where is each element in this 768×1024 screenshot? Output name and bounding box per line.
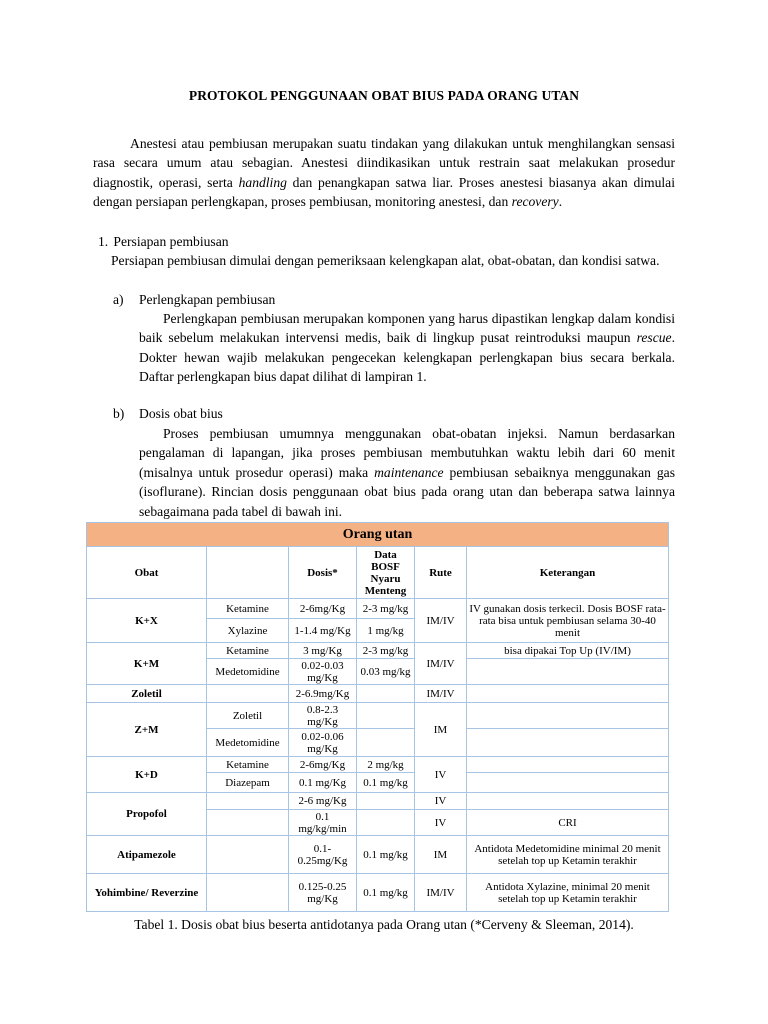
cell-dosis: 2-6mg/Kg bbox=[289, 599, 357, 619]
col-header-dosis: Dosis* bbox=[289, 547, 357, 599]
subsection-a-heading bbox=[113, 290, 275, 309]
subsection-a-title: Perlengkapan pembiusan bbox=[139, 292, 276, 307]
cell-rute: IM/IV bbox=[415, 643, 467, 685]
cell-keterangan: bisa dipakai Top Up (IV/IM) bbox=[467, 643, 669, 659]
table-row bbox=[87, 793, 669, 810]
cell-rute: IV bbox=[415, 757, 467, 793]
cell-rute: IM/IV bbox=[415, 599, 467, 643]
intro-italic-2: recovery bbox=[511, 194, 559, 210]
cell-dosis: 0.1-0.25mg/Kg bbox=[289, 836, 357, 874]
table-group-header-row bbox=[87, 523, 669, 547]
table-row bbox=[87, 599, 669, 619]
col-header-obat: Obat bbox=[87, 547, 207, 599]
subsection-b-title: Dosis obat bius bbox=[139, 406, 223, 421]
section-1-paragraph: Persiapan pembiusan dimulai dengan pemeriksaan kelengkapan alat, obat-obatan, dan kondisi satwa. bbox=[111, 253, 660, 268]
section-1-title: Persiapan pembiusan bbox=[113, 234, 229, 249]
subsection-a-italic: rescue bbox=[636, 330, 672, 346]
cell-keterangan bbox=[467, 685, 669, 703]
cell-bosf: 1 mg/kg bbox=[357, 619, 415, 643]
table-row bbox=[87, 685, 669, 703]
dose-table bbox=[86, 522, 669, 912]
subsection-b-italic: maintenance bbox=[374, 464, 444, 480]
cell-drug: Ketamine bbox=[207, 757, 289, 773]
intro-text-2: dan penangkapan satwa liar. Proses anestesi biasanya akan dimulai dengan persiapan perlengkapan, proses pembiusan, monitoring anestesi, dan bbox=[93, 174, 675, 210]
subsection-a-text-2: . Dokter hewan wajib melakukan pengecekan kelengkapan perlengkapan bius secara berkala. Daftar perlengkapan bius dapat dilihat di lampiran 1. bbox=[139, 330, 675, 385]
cell-obat: K+X bbox=[87, 599, 207, 643]
col-header-keterangan: Keterangan bbox=[467, 547, 669, 599]
cell-keterangan bbox=[467, 793, 669, 810]
cell-drug: Diazepam bbox=[207, 773, 289, 793]
cell-bosf: 0.1 mg/kg bbox=[357, 836, 415, 874]
subsection-a-paragraph bbox=[139, 309, 675, 387]
cell-drug bbox=[207, 810, 289, 836]
cell-bosf bbox=[357, 793, 415, 810]
cell-keterangan bbox=[467, 773, 669, 793]
subsection-a-text-1: Perlengkapan pembiusan merupakan komponen yang harus dipastikan lengkap dalam kondisi baik sebelum melakukan intervensi medis, baik di lingkup pusat reintroduksi maupun bbox=[139, 311, 675, 346]
table-row bbox=[87, 836, 669, 874]
intro-paragraph bbox=[93, 134, 675, 212]
cell-keterangan: Antidota Medetomidine minimal 20 menit setelah top up Ketamin terakhir bbox=[467, 836, 669, 874]
cell-drug: Medetomidine bbox=[207, 659, 289, 685]
cell-dosis: 0.1 mg/Kg bbox=[289, 773, 357, 793]
cell-drug: Zoletil bbox=[207, 703, 289, 729]
subsection-b-text-1: Proses pembiusan umumnya menggunakan obat-obatan injeksi. Namun berdasarkan pengalaman di lapangan, jika proses pembiusan membutuhkan waktu lebih dari 60 menit (misalnya untuk prosedur operasi) maka bbox=[139, 426, 675, 480]
cell-dosis: 0.02-0.03 mg/Kg bbox=[289, 659, 357, 685]
subsection-b-paragraph bbox=[139, 424, 675, 521]
cell-dosis: 2-6mg/Kg bbox=[289, 757, 357, 773]
col-header-blank bbox=[207, 547, 289, 599]
cell-bosf: 2-3 mg/kg bbox=[357, 643, 415, 659]
cell-bosf: 2 mg/kg bbox=[357, 757, 415, 773]
document-title: PROTOKOL PENGGUNAAN OBAT BIUS PADA ORANG UTAN bbox=[188, 88, 580, 103]
table-row bbox=[87, 874, 669, 912]
cell-keterangan bbox=[467, 729, 669, 757]
cell-drug bbox=[207, 685, 289, 703]
cell-dosis: 2-6.9mg/Kg bbox=[289, 685, 357, 703]
table-caption: Tabel 1. Dosis obat bius beserta antidotanya pada Orang utan (*Cerveny & Sleeman, 2014). bbox=[134, 917, 634, 932]
col-header-bosf: Data BOSF Nyaru Menteng bbox=[357, 547, 415, 599]
cell-bosf: 0.1 mg/kg bbox=[357, 773, 415, 793]
cell-rute: IV bbox=[415, 810, 467, 836]
cell-rute: IM/IV bbox=[415, 685, 467, 703]
cell-keterangan bbox=[467, 659, 669, 685]
cell-obat: K+M bbox=[87, 643, 207, 685]
cell-keterangan bbox=[467, 703, 669, 729]
cell-bosf bbox=[357, 810, 415, 836]
cell-drug: Ketamine bbox=[207, 599, 289, 619]
cell-drug: Xylazine bbox=[207, 619, 289, 643]
cell-rute: IM/IV bbox=[415, 874, 467, 912]
section-1-number: 1. bbox=[98, 234, 109, 249]
cell-dosis: 0.8-2.3 mg/Kg bbox=[289, 703, 357, 729]
cell-obat: Yohimbine/ Reverzine bbox=[87, 874, 207, 912]
cell-drug: Medetomidine bbox=[207, 729, 289, 757]
cell-rute: IM bbox=[415, 703, 467, 757]
cell-dosis: 0.125-0.25 mg/Kg bbox=[289, 874, 357, 912]
cell-drug bbox=[207, 793, 289, 810]
cell-rute: IM bbox=[415, 836, 467, 874]
cell-obat: Z+M bbox=[87, 703, 207, 757]
col-header-rute: Rute bbox=[415, 547, 467, 599]
table-row bbox=[87, 643, 669, 659]
cell-keterangan: IV gunakan dosis terkecil. Dosis BOSF rata-rata bisa untuk pembiusan selama 30-40 menit bbox=[467, 599, 669, 643]
cell-keterangan bbox=[467, 757, 669, 773]
table-column-header-row bbox=[87, 547, 669, 599]
subsection-b-heading bbox=[113, 404, 223, 423]
intro-italic-1: handling bbox=[238, 174, 287, 190]
section-1-heading bbox=[98, 232, 229, 251]
cell-obat: K+D bbox=[87, 757, 207, 793]
subsection-b-text-2: pembiusan sebaiknya menggunakan gas (isoflurane). Rincian dosis penggunaan obat bius pada orang utan dan beberapa satwa lainnya sebagaimana pada tabel di bawah ini. bbox=[139, 464, 675, 519]
table-group-header: Orang utan bbox=[87, 523, 669, 547]
cell-keterangan: CRI bbox=[467, 810, 669, 836]
cell-bosf: 2-3 mg/kg bbox=[357, 599, 415, 619]
cell-dosis: 3 mg/Kg bbox=[289, 643, 357, 659]
table-row bbox=[87, 757, 669, 773]
cell-drug bbox=[207, 836, 289, 874]
cell-obat: Propofol bbox=[87, 793, 207, 836]
cell-obat: Zoletil bbox=[87, 685, 207, 703]
intro-text-3: . bbox=[558, 194, 563, 210]
cell-obat: Atipamezole bbox=[87, 836, 207, 874]
cell-keterangan: Antidota Xylazine, minimal 20 menit setelah top up Ketamin terakhir bbox=[467, 874, 669, 912]
subsection-a-number: a) bbox=[113, 292, 124, 307]
cell-dosis: 2-6 mg/Kg bbox=[289, 793, 357, 810]
cell-dosis: 1-1.4 mg/Kg bbox=[289, 619, 357, 643]
cell-bosf bbox=[357, 729, 415, 757]
subsection-b-number: b) bbox=[113, 406, 125, 421]
cell-dosis: 0.02-0.06 mg/Kg bbox=[289, 729, 357, 757]
cell-drug: Ketamine bbox=[207, 643, 289, 659]
intro-text-1: Anestesi atau pembiusan merupakan suatu tindakan yang dilakukan untuk menghilangkan sensasi rasa secara umum atau sebagian. Anestesi diindikasikan untuk restrain saat melakukan prosedur diagnostik, operasi, serta bbox=[93, 136, 675, 190]
cell-bosf bbox=[357, 703, 415, 729]
cell-bosf: 0.03 mg/kg bbox=[357, 659, 415, 685]
cell-bosf bbox=[357, 685, 415, 703]
cell-rute: IV bbox=[415, 793, 467, 810]
table-row bbox=[87, 703, 669, 729]
cell-bosf: 0.1 mg/kg bbox=[357, 874, 415, 912]
cell-drug bbox=[207, 874, 289, 912]
cell-dosis: 0.1 mg/kg/min bbox=[289, 810, 357, 836]
